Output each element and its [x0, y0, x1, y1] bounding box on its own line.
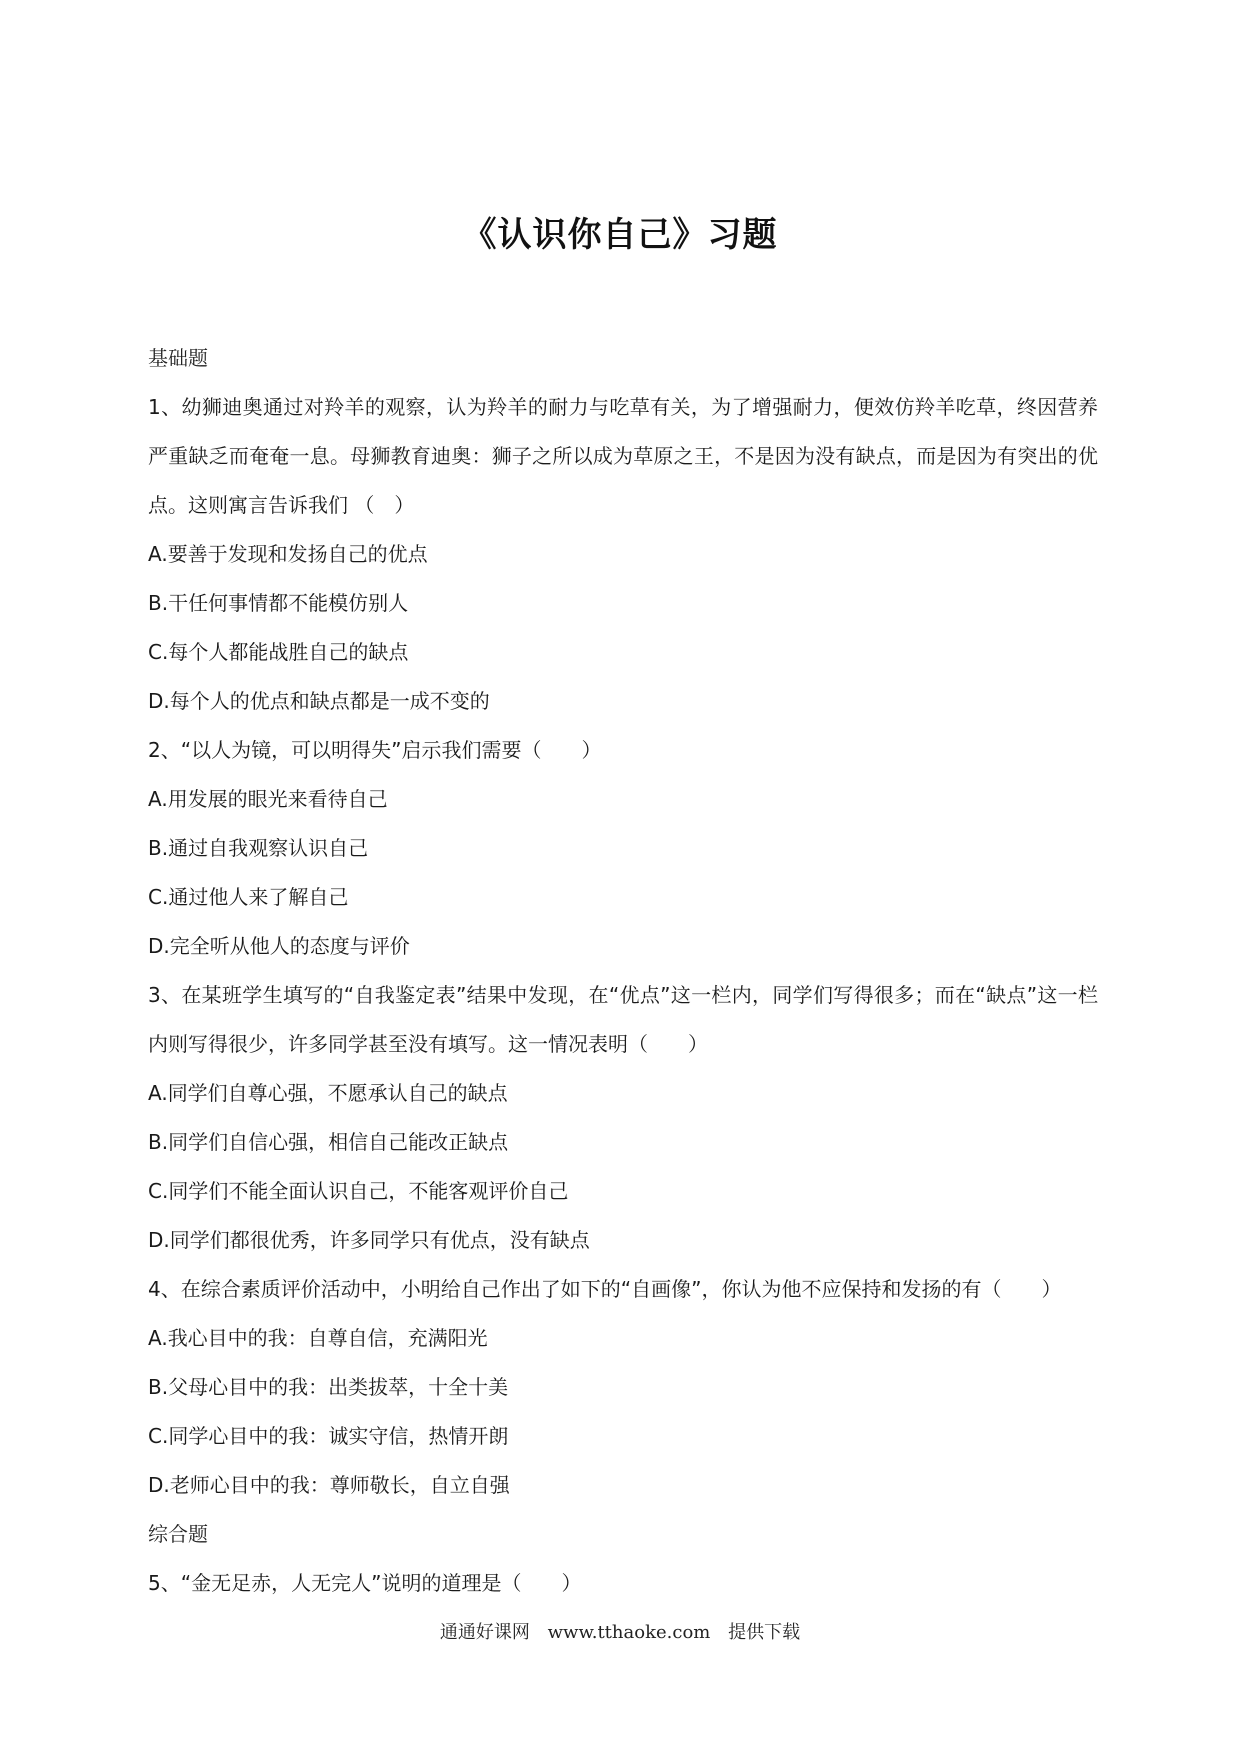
- question-3-option-b: B.同学们自信心强，相信自己能改正缺点: [148, 1130, 509, 1154]
- question-1-option-d: D.每个人的优点和缺点都是一成不变的: [148, 689, 490, 713]
- question-5-stem: 5、“金无足赤，人无完人”说明的道理是（ ）: [148, 1571, 582, 1595]
- question-3-option-a: A.同学们自尊心强，不愿承认自己的缺点: [148, 1081, 508, 1105]
- question-3-option-d: D.同学们都很优秀，许多同学只有优点，没有缺点: [148, 1228, 590, 1252]
- page-footer: [0, 1618, 1240, 1644]
- question-4-option-b: B.父母心目中的我：出类拔萃，十全十美: [148, 1375, 509, 1399]
- question-4-option-a: A.我心目中的我：自尊自信，充满阳光: [148, 1326, 488, 1350]
- question-3-stem: 3、在某班学生填写的“自我鉴定表”结果中发现，在“优点”这一栏内，同学们写得很多；而在“缺点”这一栏内则写得很少，许多同学甚至没有填写。这一情况表明（ ）: [148, 983, 1098, 1056]
- section-heading-comprehensive: 综合题: [148, 1522, 208, 1546]
- question-2-option-c: C.通过他人来了解自己: [148, 885, 349, 909]
- question-4-stem: 4、在综合素质评价活动中，小明给自己作出了如下的“自画像”，你认为他不应保持和发扬的有（ ）: [148, 1277, 1062, 1301]
- question-2-option-d: D.完全听从他人的态度与评价: [148, 934, 410, 958]
- footer-url: www.tthaoke.com: [547, 1622, 711, 1643]
- question-2-option-b: B.通过自我观察认识自己: [148, 836, 369, 860]
- question-2-stem: 2、“以人为镜，可以明得失”启示我们需要（ ）: [148, 738, 602, 762]
- question-1-option-c: C.每个人都能战胜自己的缺点: [148, 640, 409, 664]
- question-2-option-a: A.用发展的眼光来看待自己: [148, 787, 388, 811]
- question-1-option-a: A.要善于发现和发扬自己的优点: [148, 542, 428, 566]
- page-title: 《认识你自己》习题: [462, 215, 778, 255]
- document-body: [148, 334, 1098, 1608]
- footer-suffix: 提供下载: [728, 1622, 801, 1643]
- question-3-option-c: C.同学们不能全面认识自己，不能客观评价自己: [148, 1179, 569, 1203]
- question-4-option-d: D.老师心目中的我：尊师敬长，自立自强: [148, 1473, 510, 1497]
- section-heading-basic: 基础题: [148, 346, 208, 370]
- question-4-option-c: C.同学心目中的我：诚实守信，热情开朗: [148, 1424, 509, 1448]
- question-1-stem: 1、幼狮迪奥通过对羚羊的观察，认为羚羊的耐力与吃草有关，为了增强耐力，便效仿羚羊吃草，终因营养严重缺乏而奄奄一息。母狮教育迪奥：狮子之所以成为草原之王，不是因为没有缺点，而是因为有突出的优点。这则寓言告诉我们 （ ）: [148, 395, 1098, 517]
- question-1-option-b: B.干任何事情都不能模仿别人: [148, 591, 409, 615]
- footer-site-name: 通通好课网: [439, 1622, 530, 1643]
